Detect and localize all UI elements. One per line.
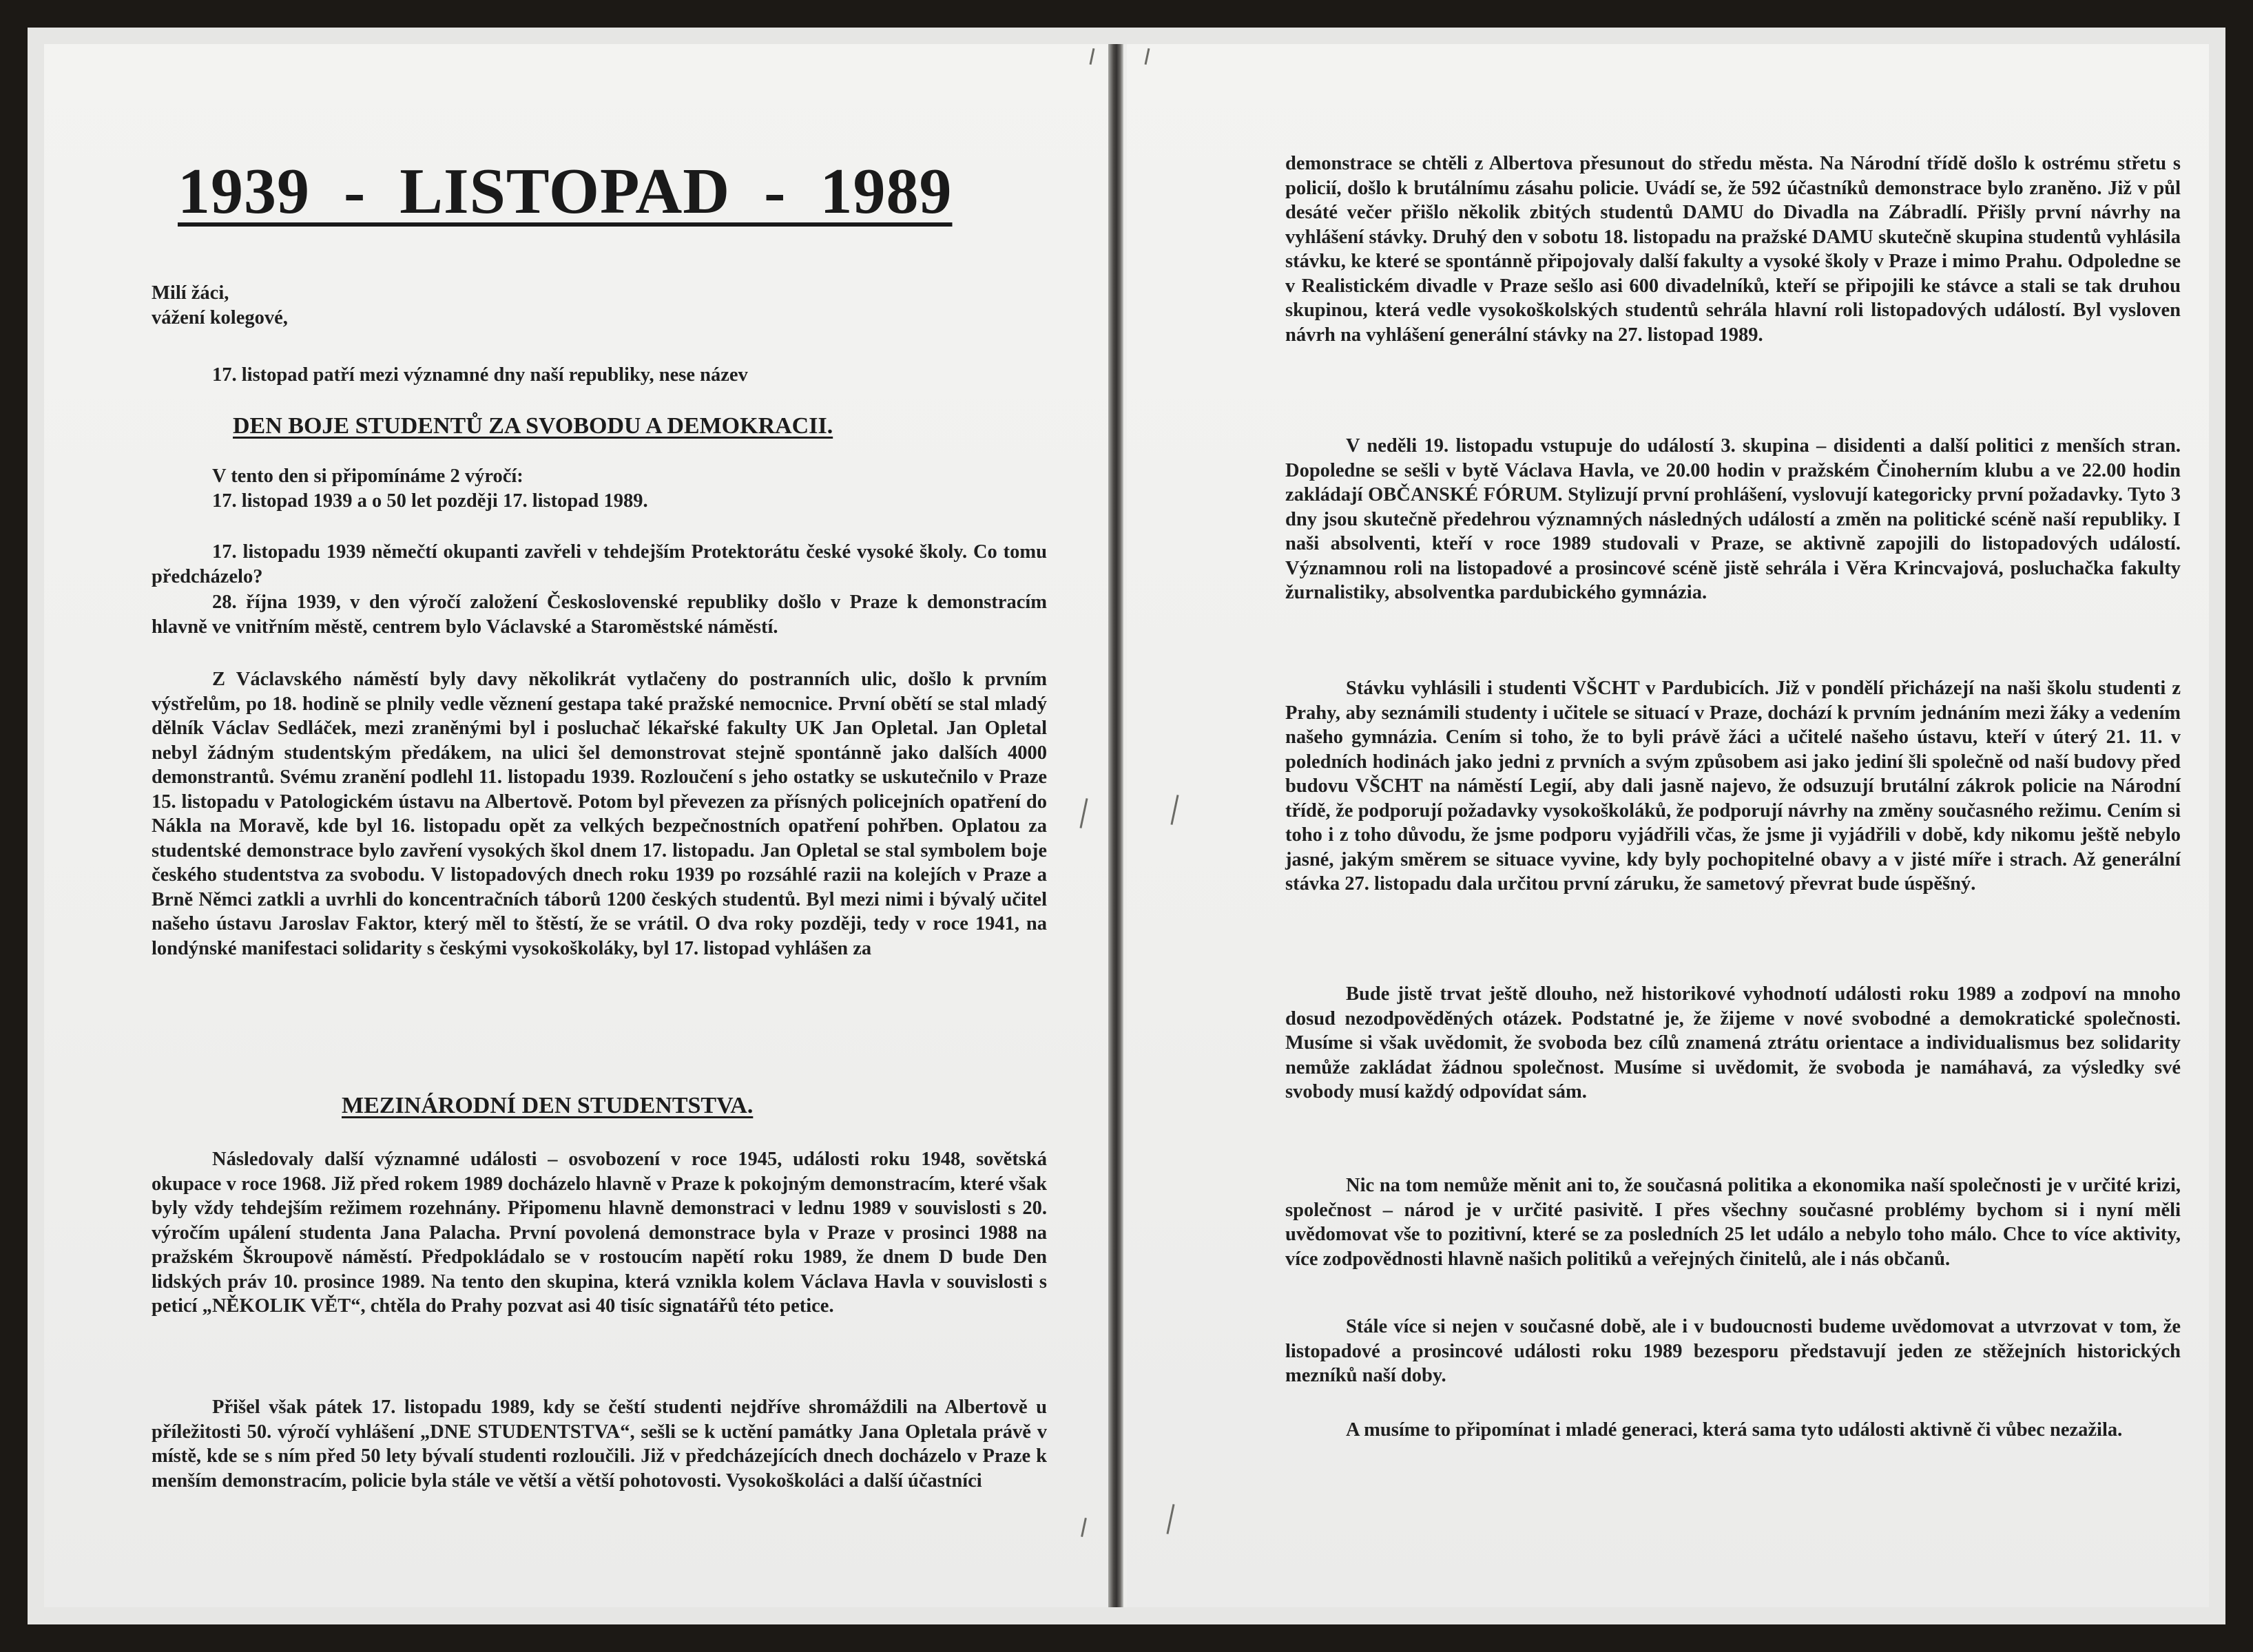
- paragraph-28-rijna: 28. října 1939, v den výročí založení Československé republiky došlo v Praze k demonstracím hlavně ve vnitřním městě, centrem bylo Václavské a Staroměstské náměstí.: [152, 592, 1047, 638]
- display-board: [44, 44, 2209, 1607]
- paragraph-1945-1989: Následovaly další významné události – osvobození v roce 1945, události roku 1948, sovětská okupace v roce 1968. Již před rokem 1989 docházelo hlavně v Praze k pokojným demonstracím, které však byly vždy tehdejším režimem rozehnány. Připomenu hlavně demonstraci v lednu 1989 v souvislosti s 20. výročím upálení studenta Jana Palacha. První povolená demonstrace byla v Praze v prosinci 1988 na pražském Škroupově náměstí. Předpokládalo se v rostoucím napětí roku 1989, že dnem D bude Den lidských práv 10. prosince 1989. Na tento den skupina, která vznikla kolem Václava Havla v souvislosti s peticí „NĚKOLIK VĚT“, chtěla do Prahy pozvat asi 40 tisíc signatářů této petice.: [152, 1149, 1047, 1317]
- paragraph-pardubice-strike: Stávku vyhlásili i studenti VŠCHT v Pardubicích. Již v pondělí přicházejí na naši školu studenti z Prahy, aby seznámili studenty i učitele se situací v Praze, dochází k prvním jednáním mezi žáky a vedením našeho gymnázia. Cením si toho, že to byli právě žáci a učitelé našeho ústavu, kteří v úterý 21. 11. v poledních hodinách jako jedni z prvních a svým způsobem asi jako jediní šli společně od naší budovy před budovu VŠCHT na náměstí Legií, aby dali jasně najevo, že odsuzují brutální zákrok policie na Národní třídě, že podporují požadavky vysokoškoláků, že podporují návrhy na změny současného režimu. Cením si toho i z toho důvodu, že jsme podporu vyjádřili včas, že jsme ji vyjádřili v době, kdy nikomu ještě nebylo jasné, jakým směrem se situace vyvine, kdy byly pochopitelné obavy a v jisté míře i strach. Až generální stávka 27. listopadu dala určitou první záruku, že sametový převrat bude úspěšný.: [1285, 678, 2181, 895]
- paragraph-narodni-trida: demonstrace se chtěli z Albertova přesunout do středu města. Na Národní třídě došlo k ostrému střetu s policií, došlo k brutálnímu zásahu policie. Uvádí se, že 592 účastníků demonstrace bylo zraněno. Již v půl desáté večer přišlo několik zbitých studentů DAMU do Divadla na Zábradlí. Přišly první návrhy na vyhlášení stávky. Druhý den v sobotu 18. listopadu na pražské DAMU skutečně skupina studentů vyhlásila stávku, ke které se spontánně připojovaly další fakulty a vysoké školy v Praze i mimo Prahu. Odpoledne se v Realistickém divadle v Praze sešlo asi 600 divadelníků, kteří se připojili ke stávce a stali se tak druhou skupinou, která vedle vysokoškolských studentů sehrála hlavní roli listopadových událostí. Byl vysloven návrh na vyhlášení generální stávky na 27. listopad 1989.: [1285, 153, 2181, 346]
- paragraph-svoboda: Bude jistě trvat ještě dlouho, než historikové vyhodnotí události roku 1989 a zodpoví na mnoho dosud nezodpověděných otázek. Podstatné je, že žijeme v nové svobodné a demokratické společnosti. Musíme si však uvědomit, že svoboda bez cílů znamená ztrátu orientace a individualismus bez solidarity nemůže zakládat žádnou společnost. Musíme si uvědomit, že svoboda je namáhavá, za výsledky své svobody musí každý odpovídat sám.: [1285, 983, 2181, 1102]
- anniversaries-line: 17. listopad 1939 a o 50 let později 17. listopad 1989.: [212, 490, 648, 512]
- paragraph-obcanske-forum: V neděli 19. listopadu vstupuje do událostí 3. skupina – disidenti a další politici z menších stran. Dopoledne se sešli v bytě Václava Havla, ve 20.00 hodin v pražském Činoherním klubu a ve 22.00 hodin zakládají OBČANSKÉ FÓRUM. Stylizují první prohlášení, vyslovují kategoricky první požadavky. Tyto 3 dny jsou skutečně předehrou významných následných událostí a změn na politické scéně naší republiky. I naši absolventi, kteří v roce 1989 studovali v Praze, se aktivně zapojili do listopadových událostí. Významnou roli na listopadové a prosincové scéně jistě sehrála i Věra Krincvajová, posluchačka fakulty žurnalistiky, absolventka pardubického gymnázia.: [1285, 435, 2181, 603]
- greeting-line: vážení kolegové,: [152, 306, 288, 328]
- paragraph-mezniky: Stále více si nejen v současné době, ale i v budoucnosti budeme uvědomovat a utvrzovat v tom, že listopadové a prosincové události roku 1989 bezesporu představují jeden ze stěžejních historických mezníků naší doby.: [1285, 1316, 2181, 1386]
- right-page: [1127, 44, 2209, 1607]
- greeting-line: Milí žáci,: [152, 282, 229, 304]
- heading-den-boje: DEN BOJE STUDENTŮ ZA SVOBODU A DEMOKRACII.: [233, 413, 833, 439]
- anniversaries: [212, 464, 1039, 513]
- intro-text: 17. listopad patří mezi významné dny naší republiky, nese název: [212, 364, 748, 386]
- page-gutter: [1108, 44, 1123, 1607]
- paragraph-17-listopadu-1989: Přišel však pátek 17. listopadu 1989, kdy se čeští studenti nejdříve shromáždili na Albertově u příležitosti 50. výročí vyhlášení „DNE STUDENTSTVA“, sešli se k uctění památky Jana Opletala právě v místě, kde se s ním před 50 lety bývalí studenti rozloučili. Již v předcházejících dnech docházelo v Praze k menším demonstracím, policie byla stále ve větší a větší pohotovosti. Vysokoškoláci a další účastníci: [152, 1397, 1047, 1492]
- greeting: [152, 281, 1047, 330]
- left-page: [44, 44, 1115, 1607]
- paragraph-opletal: Z Václavského náměstí byly davy několikrát vytlačeny do postranních ulic, došlo k prvním výstřelům, po 18. hodině se plnily vedle věznení gestapa také pražské nemocnice. První obětí se stal mladý dělník Václav Sedláček, mezi zraněnými byl i posluchač lékařské fakulty UK Jan Opletal. Jan Opletal nebyl žádným studentským předákem, na ulici šel demonstrovat stejně spontánně jako dalších 4000 demonstrantů. Svému zranění podlehl 11. listopadu 1939. Rozloučení s jeho ostatky se uskutečnilo v Praze 15. listopadu v Patologickém ústavu na Albertově. Potom byl převezen za přísných policejních opatření do Nákla na Moravě, kde byl 16. listopadu opět za velkých bezpečnostních opatření pohřben. Oplatou za studentské demonstrace bylo zavření vysokých škol dnem 17. listopadu. Jan Opletal se stal symbolem boje českého studentstva za svobodu. V listopadových dnech roku 1939 po rozsáhlé razii na kolejích v Praze a Brně Němci zatkli a uvrhli do koncentračních táborů 1200 českých studentů. Byl mezi nimi i bývalý učitel našeho ústavu Jaroslav Faktor, který měl to štěstí, že se vrátil. O dva roky později, tedy v roce 1941, na londýnské manifestaci solidarity s českými vysokoškoláky, byl 17. listopad vyhlášen za: [152, 669, 1047, 959]
- paragraph-mlada-generace: A musíme to připomínat i mladé generaci, která sama tyto události aktivně či vůbec nezažila.: [1346, 1419, 2123, 1441]
- anniversaries-line: V tento den si připomínáme 2 výročí:: [212, 466, 523, 487]
- heading-mezinarodni-den: MEZINÁRODNÍ DEN STUDENTSTVA.: [342, 1093, 754, 1118]
- page-title: 1939 - LISTOPAD - 1989: [178, 156, 953, 227]
- paragraph-soucasnost: Nic na tom nemůže měnit ani to, že současná politika a ekonomika naší společnosti je v určité krizi, společnost – národ je v určité pasivitě. I přes všechny současné problémy bychom si i nyní měli uvědomovat vše to pozitivní, které se za posledních 25 let událo a nebylo toho málo. Chce to více aktivity, více zodpovědnosti hlavně našich politiků a veřejných činitelů, ale i nás občanů.: [1285, 1175, 2181, 1270]
- paragraph-1939-closure: 17. listopadu 1939 němečtí okupanti zavřeli v tehdejším Protektorátu české vysoké školy. Co tomu předcházelo?: [152, 541, 1047, 587]
